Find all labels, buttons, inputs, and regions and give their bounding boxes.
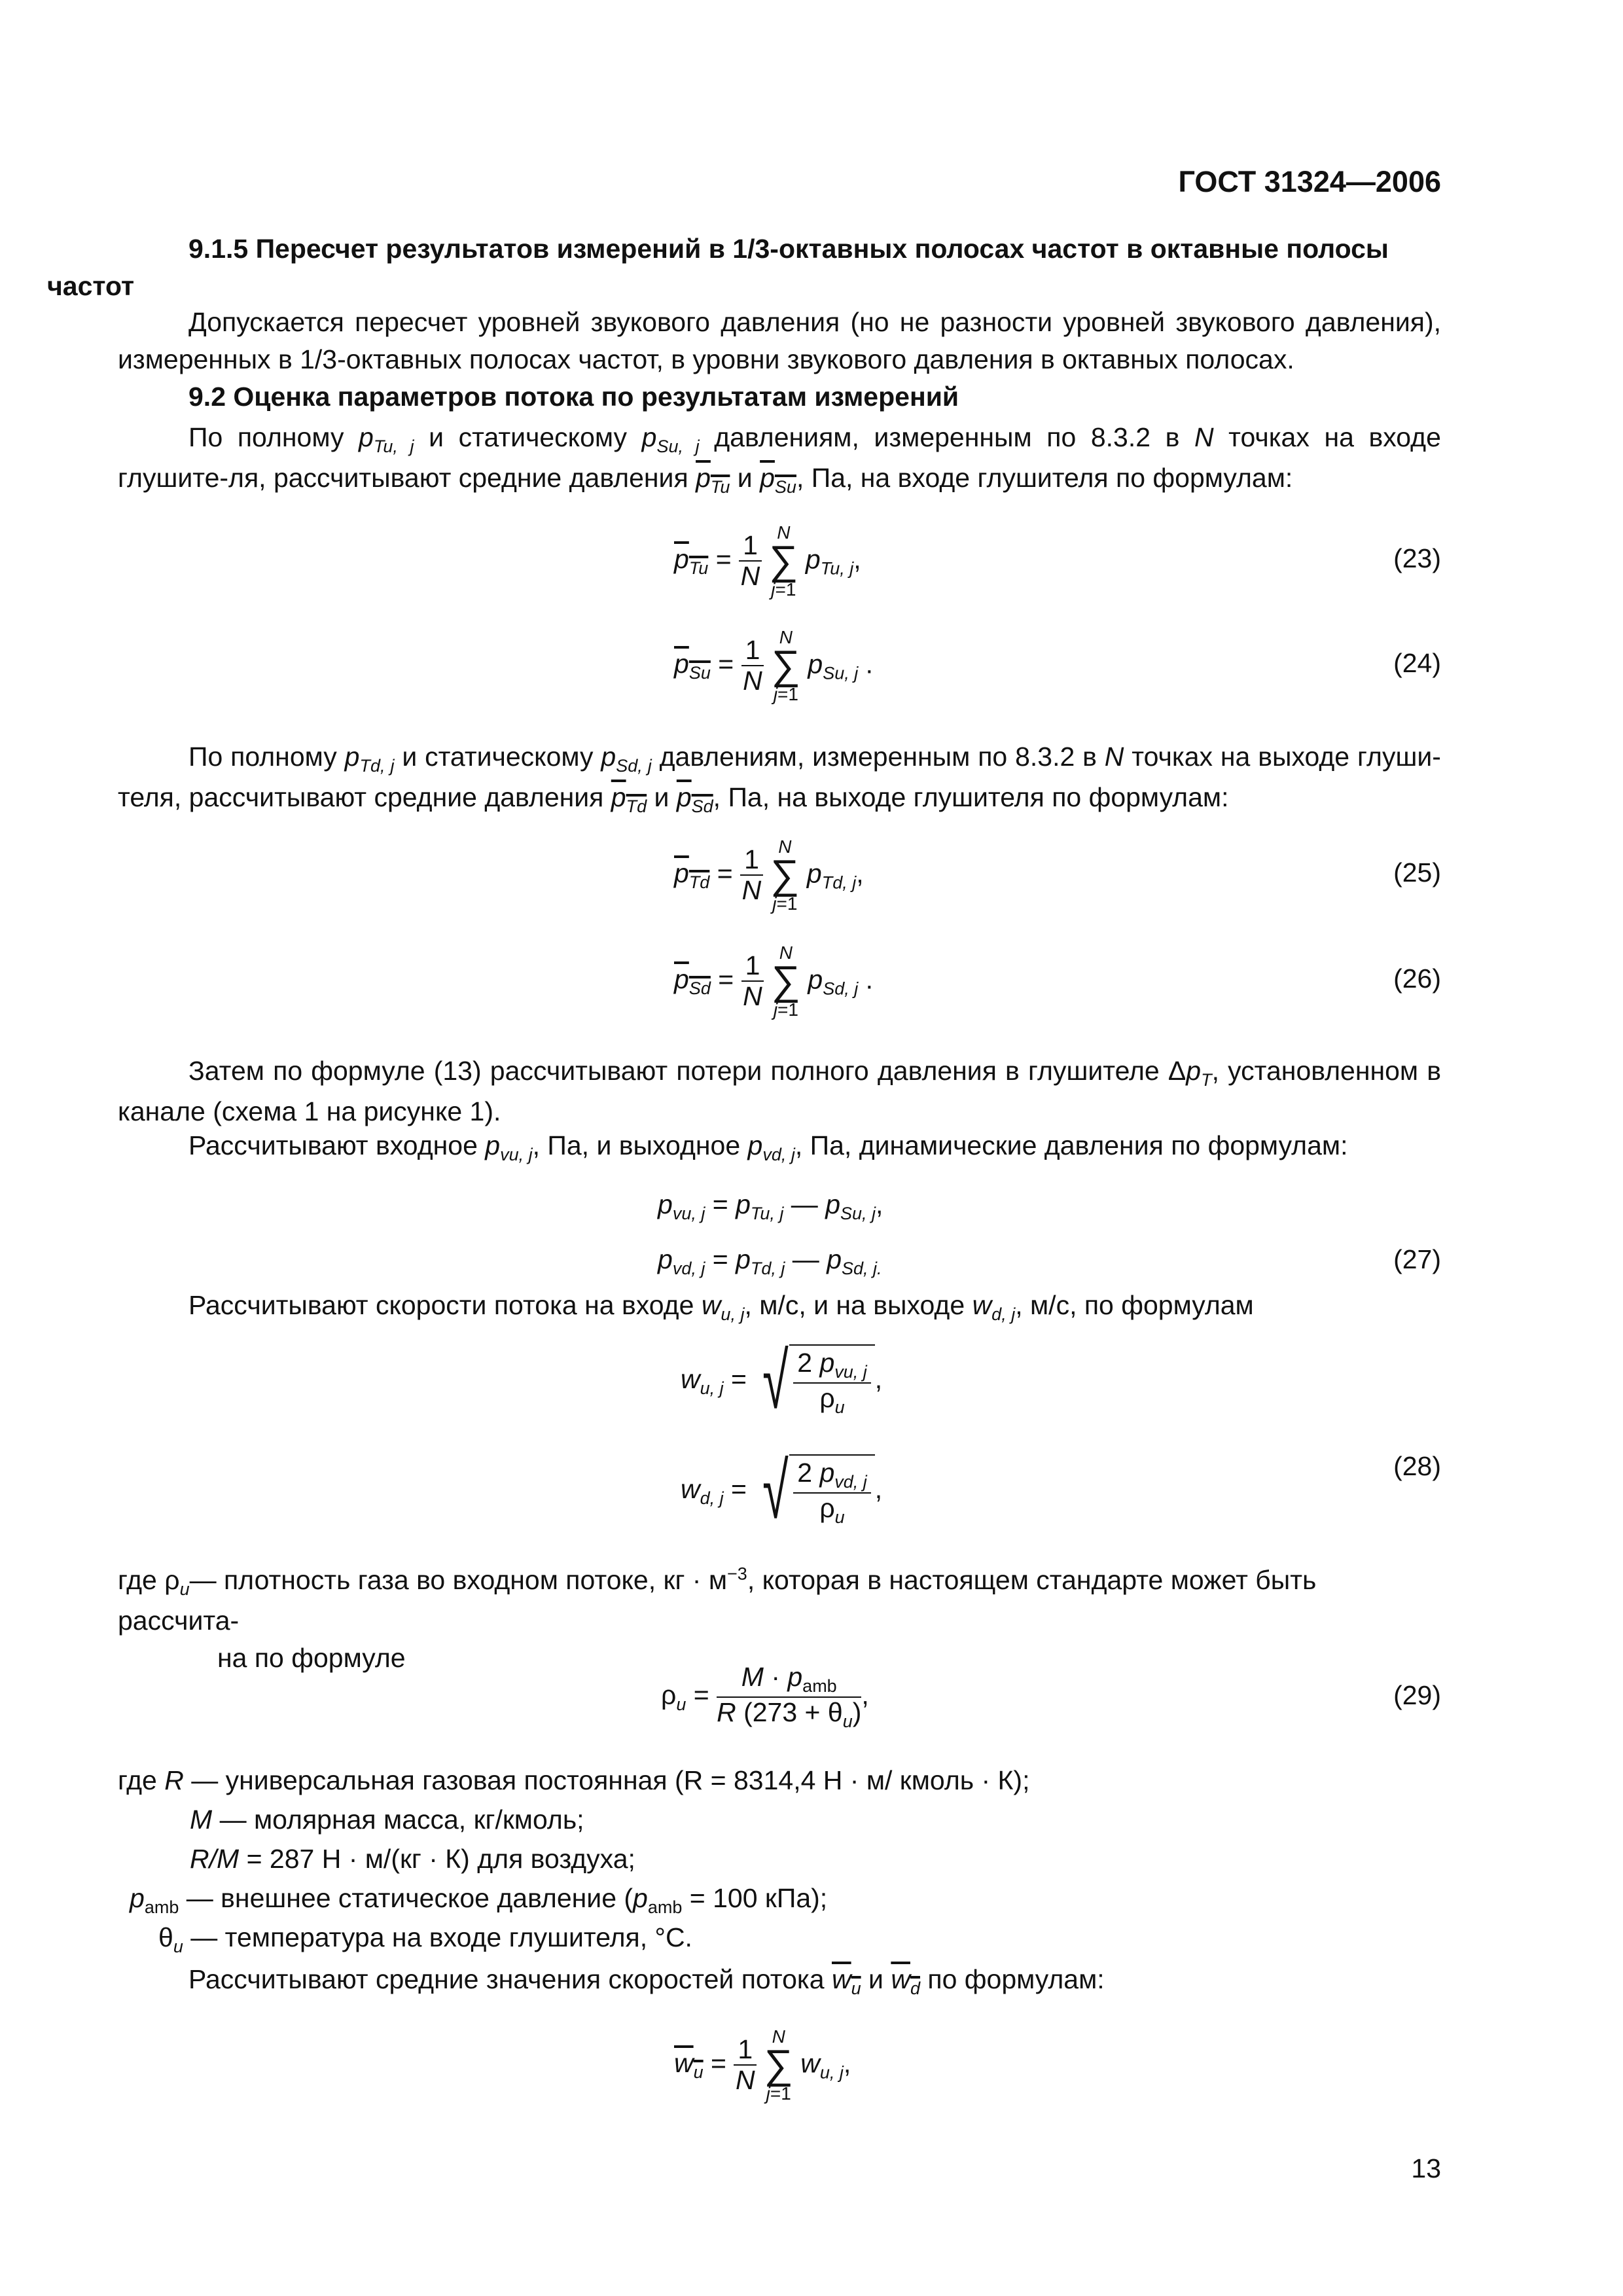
document-header: ГОСТ 31324—2006 <box>1178 165 1441 198</box>
definition-R: где R — универсальная газовая постоянная (R = 8314,4 Н · м/ кмоль · К); <box>118 1765 1030 1795</box>
equation-number-26: (26) <box>1393 963 1441 994</box>
equation-mean-wu: $w_u$ = $\frac{1}{N}$ N ∑ j=1 $w_{u, j}$, <box>674 2026 851 2104</box>
paragraph-velocity: Рассчитывают скорости потока на входе $w_{u, j}$, м/с, и на выходе $w_{d, j}$, м/с, по формулам <box>188 1290 1254 1325</box>
equation-24: $p_{Su}$ = $\frac{1}{N}$ N ∑ j=1 $p_{Su, j}$ . <box>674 627 874 704</box>
heading-915-line2: частот <box>47 271 135 302</box>
paragraph-915-text: Допускается пересчет уровней звукового давления (но не разности уровней звукового давления), измеренных в 1/3-октавных полосах частот, в уровни звукового давления в октавных полосах. <box>118 307 1441 375</box>
equation-number-29: (29) <box>1393 1680 1441 1710</box>
section-heading-92: 9.2 Оценка параметров потока по результатам измерений <box>188 382 959 412</box>
paragraph-dynamic-pressure: Рассчитывают входное $p_{vu, j}$, Па, и выходное $p_{vd, j}$, Па, динамические давления по формулам: <box>188 1130 1348 1165</box>
definition-pamb: $p_{amb}$ — внешнее статическое давление ($p_{amb} = 100$ кПа); <box>130 1883 828 1918</box>
definition-RM: R/M = 287 Н · м/(кг · К) для воздуха; <box>190 1844 635 1874</box>
equation-number-23: (23) <box>1393 543 1441 573</box>
heading-915-line1: 9.1.5 Пересчет результатов измерений в 1/3-октавных полосах частот в октавные полосы <box>188 234 1389 264</box>
equation-28a: $w_{u, j}$ = √ $\frac{2 p_{vu, j}}{\rho_u}$ , <box>681 1337 883 1425</box>
equation-27b: $p_{vd, j} = p_{Td, j}$ — $p_{Sd, j.}$ <box>658 1244 882 1279</box>
page-number: 13 <box>1411 2153 1441 2183</box>
equation-26: $p_{Sd}$ = $\frac{1}{N}$ N ∑ j=1 $p_{Sd, j}$ . <box>674 942 874 1020</box>
paragraph-outlet: По полному $p_{Td, j}$ и статическому $p_{Sd, j}$ давлениям, измеренным по 8.3.2 в N точках на выходе глуши-теля, рассчитывают средние давления $p_{Td}$ и $p_{Sd}$, Па, на выходе глушителя по формулам: <box>118 742 1441 817</box>
equation-number-24: (24) <box>1393 648 1441 678</box>
definition-theta: $\theta_u$ — температура на входе глушителя, °С. <box>158 1922 692 1957</box>
paragraph-density-def: где $\rho_u—$ плотность газа во входном потоке, кг · $м^{-3}$, которая в настоящем стандарте может быть рассчита- на по формуле <box>118 1564 1317 1674</box>
paragraph-inlet: По полному $p_{Tu, j}$ и статическому $p_{Su, j}$ давлениям, измеренным по 8.3.2 в N точках на входе глушите-ля, рассчитывают средние давления $p_{Tu}$ и $p_{Su}$, Па, на входе глушителя по формулам: <box>118 422 1441 497</box>
definition-M: M — молярная масса, кг/кмоль; <box>190 1804 584 1835</box>
paragraph-pressure-loss: Затем по формуле (13) рассчитывают потери полного давления в глушителе $\Delta p_T$, установленном в канале (схема 1 на рисунке 1). <box>118 1056 1442 1126</box>
paragraph-mean-velocity: Рассчитывают средние значения скоростей потока $w_u$ и $w_d$ по формулам: <box>188 1964 1105 1999</box>
equation-25: $p_{Td}$ = $\frac{1}{N}$ N ∑ j=1 $p_{Td, j}$, <box>674 836 864 914</box>
equation-number-28: (28) <box>1393 1451 1441 1481</box>
equation-23: $p_{Tu}$ = $\frac{1}{N}$ N ∑ j=1 $p_{Tu, j}$, <box>674 522 861 600</box>
equation-number-25: (25) <box>1393 857 1441 888</box>
equation-28b: $w_{d, j}$ = √ $\frac{2 p_{vd, j}}{\rho_u}$ , <box>681 1447 883 1535</box>
section-heading-915 <box>47 230 1441 306</box>
equation-27a: $p_{vu, j} = p_{Tu, j}$ — $p_{Su, j}$, <box>658 1189 883 1224</box>
equation-29: $\rho_u$ = $\frac{M \cdot p_{amb}}{R (273 + \theta_u)}$ , <box>661 1662 869 1732</box>
equation-number-27: (27) <box>1393 1244 1441 1274</box>
